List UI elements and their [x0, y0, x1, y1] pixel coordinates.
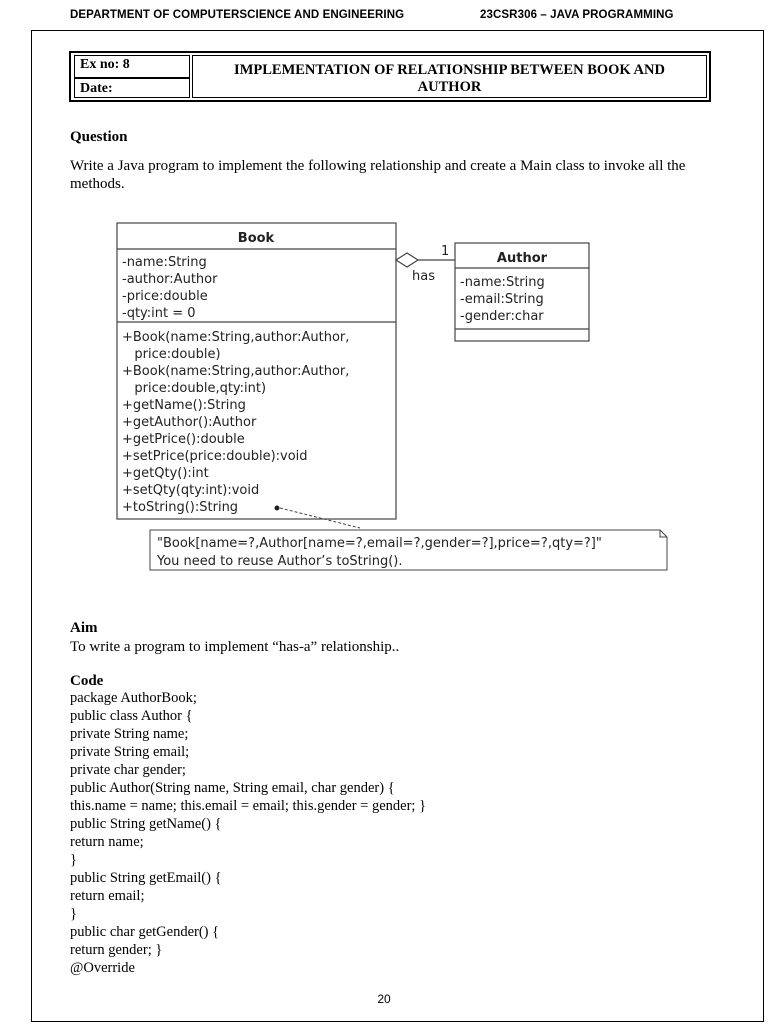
book-attr: -name:String [122, 255, 207, 270]
book-attr: -author:Author [122, 272, 218, 287]
exercise-number: Ex no: 8 [80, 57, 130, 72]
book-method: +Book(name:String,author:Author, [122, 330, 350, 345]
book-method: +Book(name:String,author:Author, [122, 364, 350, 379]
code-line: private char gender; [70, 762, 186, 778]
note-line-2: You need to reuse Author’s toString(). [157, 554, 403, 569]
book-attr: -qty:int = 0 [122, 306, 196, 321]
code-line: return email; [70, 888, 145, 904]
code-line: public char getGender() { [70, 924, 220, 940]
code-heading: Code [70, 673, 104, 689]
aim-text: To write a program to implement “has-a” relationship.. [70, 639, 400, 655]
question-heading: Question [70, 129, 128, 145]
code-line: public String getName() { [70, 816, 222, 832]
book-method: price:double) [122, 347, 221, 362]
code-line: } [70, 852, 77, 868]
code-line: public class Author { [70, 708, 193, 724]
question-text: Write a Java program to implement the following relationship and create a Main class to invoke all the methods. [70, 158, 686, 192]
book-class-name: Book [237, 231, 275, 246]
code-line: private String name; [70, 726, 189, 742]
note-anchor-dot [275, 506, 280, 511]
page-number: 20 [377, 992, 391, 1006]
multiplicity-label: 1 [441, 244, 450, 259]
code-line: @Override [70, 960, 135, 976]
book-method: +toString():String [122, 500, 239, 515]
header-course: 23CSR306 – JAVA PROGRAMMING [480, 9, 674, 21]
code-line: return name; [70, 834, 144, 850]
author-class-name: Author [496, 251, 548, 266]
book-attr: -price:double [122, 289, 208, 304]
author-attr: -name:String [460, 275, 545, 290]
book-method: +getPrice():double [122, 432, 245, 447]
book-method: price:double,qty:int) [122, 381, 267, 396]
exercise-title-line2: AUTHOR [417, 79, 482, 95]
relation-label: has [412, 269, 435, 284]
code-line: private String email; [70, 744, 190, 760]
code-line: public String getEmail() { [70, 870, 222, 886]
code-block [70, 689, 426, 977]
book-method: +getQty():int [122, 466, 209, 481]
code-line: return gender; } [70, 942, 163, 958]
code-line: } [70, 906, 77, 922]
exercise-date: Date: [80, 81, 113, 96]
book-method: +setQty(qty:int):void [122, 483, 260, 498]
exercise-title-line1: IMPLEMENTATION OF RELATIONSHIP BETWEEN BOOK AND [234, 62, 665, 78]
author-attr: -gender:char [460, 309, 544, 324]
aim-heading: Aim [70, 620, 98, 636]
code-line: public Author(String name, String email, char gender) { [70, 780, 395, 796]
book-method: +getAuthor():Author [122, 415, 257, 430]
code-line: package AuthorBook; [70, 690, 197, 706]
code-line: this.name = name; this.email = email; this.gender = gender; } [70, 798, 427, 814]
note-line-1: "Book[name=?,Author[name=?,email=?,gender=?],price=?,qty=?]" [157, 536, 602, 551]
book-method: +setPrice(price:double):void [122, 449, 308, 464]
aggregation-diamond [396, 253, 418, 267]
header-department: DEPARTMENT OF COMPUTERSCIENCE AND ENGINEERING [70, 9, 405, 21]
book-method: +getName():String [122, 398, 246, 413]
author-attr: -email:String [460, 292, 544, 307]
